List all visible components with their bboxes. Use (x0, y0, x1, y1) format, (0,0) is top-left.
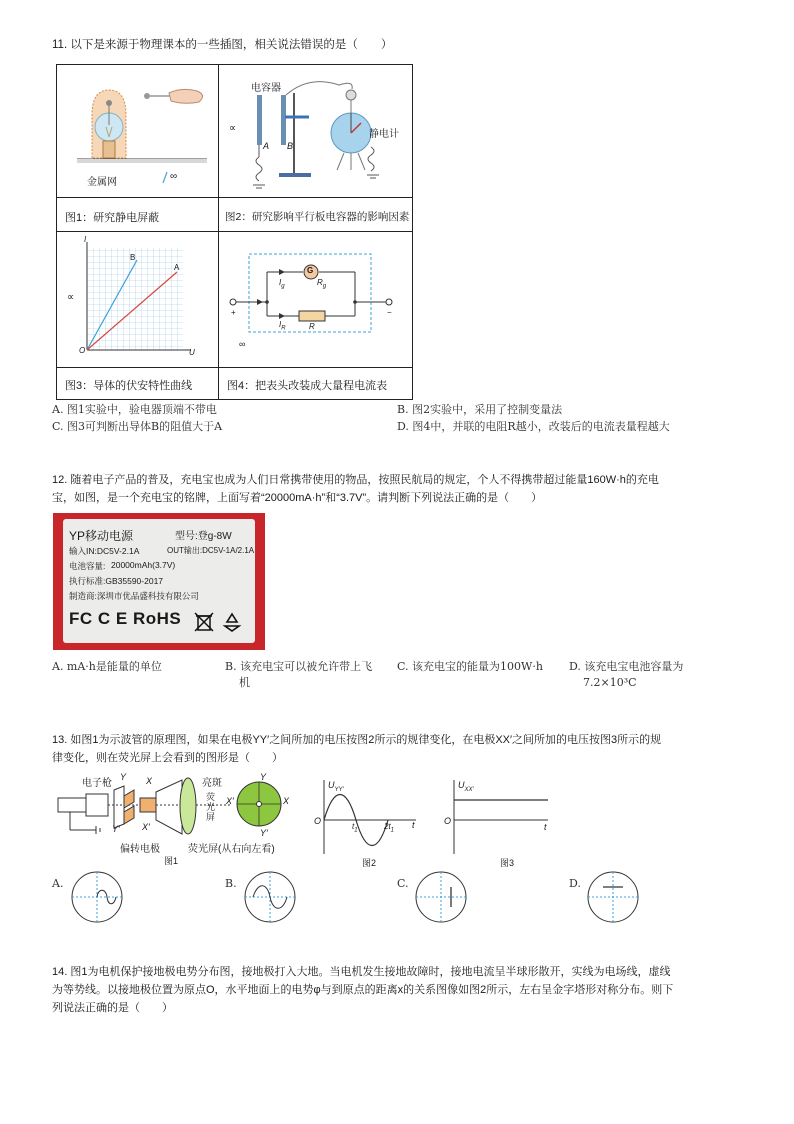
q12-stem-line1: 12. 随着电子产品的普及，充电宝也成为人们日常携带使用的物品，按照民航局的规定，个人不得携带超过能量160W·h的充电 (52, 474, 659, 486)
ig-label: $I_g$ (279, 278, 285, 290)
q13-option-d-label[interactable]: D. (569, 877, 581, 890)
caption-fig1: 图1：研究静电屏蔽 (65, 212, 160, 224)
recycle-icon (221, 611, 243, 633)
nameplate-standard: 执行标准:GB35590-2017 (69, 576, 164, 586)
curve-b-label: B (130, 253, 136, 262)
q13-option-d-screen[interactable] (586, 870, 640, 924)
q13-option-b-screen[interactable] (243, 870, 297, 924)
q11-fig1-cell (56, 64, 219, 198)
screen-xp-label: X′ (226, 796, 234, 806)
q13-option-c-screen[interactable] (414, 870, 468, 924)
yy-voltage-graph (312, 776, 422, 868)
fig2-mark: ∝ (229, 123, 237, 134)
bright-spot-label: 亮斑 (202, 778, 222, 789)
nameplate-output: OUT输出:DC5V-1A/2.1A (167, 546, 255, 555)
screen-view-label: 荧光屏(从右向左看) (188, 844, 275, 855)
q13-stem-line2: 律变化，则在荧光屏上会看到的图形是（ ） (52, 752, 283, 764)
q12-option-a[interactable]: A. mA·h是能量的单位 (52, 660, 162, 673)
screen-x-label: X (283, 796, 290, 806)
q13-option-b-label[interactable]: B. (225, 877, 237, 890)
electrostatic-shielding-illustration (57, 65, 218, 197)
q11-caption1-cell (56, 197, 219, 232)
q14-line2: 为等势线。以接地极位置为原点O，水平地面上的电势φ与到原点的距离x的关系图像如图2所示，左右呈金字塔形对称分布。则下 (52, 984, 674, 996)
electron-gun-label: 电子枪 (82, 778, 112, 789)
xx-voltage-graph (442, 776, 554, 868)
nameplate-capacity-label: 电池容量: (69, 561, 106, 571)
power-bank-nameplate (53, 513, 265, 650)
plate-a-label: A (263, 141, 270, 151)
q11-option-b[interactable]: B. 图2实验中，采用了控制变量法 (397, 403, 563, 416)
metal-mesh-label: 金属网 (87, 177, 117, 188)
2t1-tick: $2t_1$ (384, 822, 395, 834)
q12-option-b-line2: 机 (239, 676, 250, 689)
fig2-caption: 图2 (362, 858, 377, 868)
fig1-mark: ∞ (170, 171, 178, 182)
deflection-electrode-label: 偏转电极 (120, 844, 160, 855)
origin-label: O (79, 346, 86, 355)
electrode-y-label: Y (120, 772, 127, 782)
q14-line1: 14. 图1为电机保护接地极电势分布图，接地极打入大地。当电机发生接地故障时，接地电流呈半球形散开，实线为电场线，虚线 (52, 966, 671, 978)
electrode-x-label: X (146, 776, 153, 786)
plate-b-label: B (287, 141, 294, 151)
oscilloscope-diagram (54, 772, 304, 868)
q11-caption3-cell (56, 367, 219, 400)
q13-option-a-label[interactable]: A. (52, 877, 64, 890)
caption-fig4: 图4：把表头改装成大量程电流表 (227, 380, 388, 392)
q11-caption4-cell (218, 367, 413, 400)
xx-t-axis: t (544, 822, 547, 832)
screen-y-label: Y (260, 772, 267, 782)
nameplate-input: 输入IN:DC5V-2.1A (69, 546, 140, 556)
q11-fig4-cell (218, 231, 413, 368)
q12-option-b-line1: B. 该充电宝可以被允许带上飞 (225, 660, 373, 673)
weee-bin-icon (193, 611, 215, 633)
axis-i-label: I (84, 235, 87, 244)
ir-label: $I_R$ (279, 320, 286, 332)
q12-option-d-line2: 7.2×10³C (583, 676, 637, 689)
screen-label: 荧光屏 (206, 792, 216, 822)
screen-yp-label: Y′ (260, 828, 268, 838)
caption-fig2: 图2：研究影响平行板电容器的影响因素 (225, 211, 410, 223)
nameplate-brand: YP移动电源 (69, 529, 134, 543)
r-label: R (309, 322, 315, 331)
q12-stem-line2: 宝，如图，是一个充电宝的铭牌，上面写着“20000mA·h”和“3.7V”。请判断下列说法正确的是（ ） (52, 492, 543, 504)
nameplate-capacity: 20000mAh(3.7V) (111, 560, 176, 570)
q11-option-d[interactable]: D. 图4中，并联的电阻R越小，改装后的电流表量程越大 (397, 420, 670, 433)
q11-option-a[interactable]: A. 图1实验中，验电器顶端不带电 (52, 403, 217, 416)
q13-stem-line1: 13. 如图1为示波管的原理图，如果在电极YY′之间所加的电压按图2所示的规律变化，在电极XX′之间所加的电压按图3所示的规 (52, 734, 662, 746)
q11-fig2-cell (218, 64, 413, 198)
fig1-caption: 图1 (164, 856, 179, 866)
yy-t-axis: t (412, 820, 415, 830)
electrode-xp-label: X′ (142, 822, 150, 832)
fig3-caption: 图3 (500, 858, 515, 868)
axis-u-label: U (189, 348, 195, 357)
yy-origin: O (314, 816, 322, 826)
nameplate-maker: 制造商:深圳市优品盛科技有限公司 (69, 591, 199, 601)
minus-terminal: − (387, 308, 392, 317)
nameplate-model: 型号:登g-8W (175, 531, 232, 542)
q14-line3: 列说法正确的是（ ） (52, 1002, 173, 1014)
q11-caption2-cell (218, 197, 413, 232)
ammeter-conversion-circuit (219, 232, 412, 367)
plus-terminal: + (231, 308, 236, 317)
xx-origin: O (444, 816, 452, 826)
q11-stem: 11. 以下是来源于物理课本的一些插图，相关说法错误的是（ ） (52, 39, 393, 51)
q12-option-d[interactable] (569, 659, 683, 691)
q12-option-c[interactable]: C. 该充电宝的能量为100W·h (397, 660, 543, 673)
caption-fig3: 图3：导体的伏安特性曲线 (65, 380, 193, 392)
q13-option-a-screen[interactable] (70, 870, 124, 924)
curve-a-label: A (174, 263, 180, 272)
q11-option-c[interactable]: C. 图3可判断出导体B的阻值大于A (52, 420, 223, 433)
q12-option-d-line1: D. 该充电宝电池容量为 (569, 660, 684, 673)
q11-fig3-cell (56, 231, 219, 368)
capacitor-label: 电容器 (251, 83, 281, 94)
fig3-mark: ∝ (67, 292, 75, 303)
galvanometer-label: G (307, 266, 314, 275)
electrometer-label: 静电计 (369, 129, 399, 140)
fig4-mark: ∞ (239, 339, 246, 349)
nameplate-label (63, 519, 255, 643)
t1-tick: $t_1$ (352, 822, 358, 834)
xx-axis-label: $U_{XX'}$ (458, 780, 474, 793)
electrode-yp-label: Y′ (112, 824, 120, 834)
q12-option-b[interactable] (225, 659, 372, 691)
q13-option-c-label[interactable]: C. (397, 877, 409, 890)
rg-label: $R_g$ (317, 278, 327, 290)
certification-marks: FC C E RoHS (69, 609, 182, 628)
yy-axis-label: $U_{YY'}$ (328, 780, 344, 793)
